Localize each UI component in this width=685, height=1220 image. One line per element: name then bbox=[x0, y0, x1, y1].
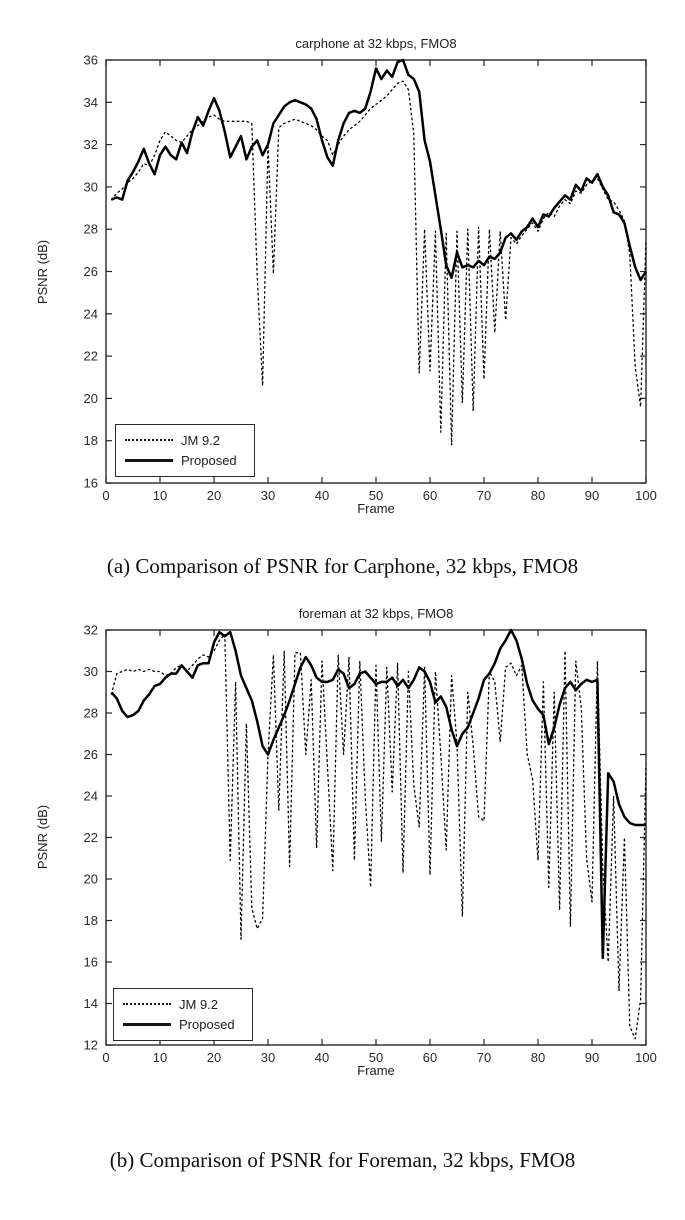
svg-text:20: 20 bbox=[206, 488, 222, 503]
foreman-chart-canvas bbox=[0, 600, 685, 1120]
solid-line-sample bbox=[125, 459, 173, 462]
svg-text:30: 30 bbox=[260, 1050, 276, 1065]
svg-text:60: 60 bbox=[422, 488, 438, 503]
svg-text:24: 24 bbox=[83, 306, 98, 322]
chart-title-carphone: carphone at 32 kbps, FMO8 bbox=[295, 36, 457, 51]
svg-text:70: 70 bbox=[476, 1050, 492, 1065]
svg-text:22: 22 bbox=[83, 348, 98, 364]
legend-entry-jm bbox=[114, 997, 252, 1012]
svg-text:90: 90 bbox=[584, 488, 600, 503]
svg-text:16: 16 bbox=[83, 954, 98, 970]
dotted-line-sample bbox=[125, 439, 173, 441]
legend-entry-proposed bbox=[114, 1017, 252, 1032]
foreman-y-axis-label: PSNR (dB) bbox=[35, 804, 50, 870]
legend-label-jm: JM 9.2 bbox=[179, 996, 219, 1012]
foreman-legend bbox=[113, 988, 253, 1041]
svg-text:18: 18 bbox=[83, 433, 98, 449]
caption-b: (b) Comparison of PSNR for Foreman, 32 kbps, FMO8 bbox=[109, 1148, 576, 1172]
svg-text:40: 40 bbox=[314, 1050, 330, 1065]
solid-line-sample bbox=[123, 1023, 171, 1026]
svg-text:12: 12 bbox=[83, 1037, 98, 1053]
carphone-x-axis-label: Frame bbox=[357, 501, 395, 516]
svg-text:50: 50 bbox=[368, 1050, 384, 1065]
svg-text:60: 60 bbox=[422, 1050, 438, 1065]
svg-text:22: 22 bbox=[83, 830, 98, 845]
svg-text:20: 20 bbox=[206, 1050, 222, 1065]
svg-text:10: 10 bbox=[152, 488, 168, 503]
svg-text:16: 16 bbox=[83, 475, 98, 491]
svg-text:100: 100 bbox=[635, 1050, 657, 1065]
svg-text:36: 36 bbox=[83, 52, 98, 68]
carphone-chart-canvas bbox=[0, 0, 685, 545]
caption-a: (a) Comparison of PSNR for Carphone, 32 kbps, FMO8 bbox=[106, 554, 579, 578]
svg-text:20: 20 bbox=[83, 390, 98, 406]
svg-text:32: 32 bbox=[83, 622, 98, 638]
svg-text:34: 34 bbox=[83, 94, 98, 110]
carphone-y-axis-label: PSNR (dB) bbox=[35, 239, 50, 305]
svg-text:18: 18 bbox=[83, 913, 98, 928]
svg-text:28: 28 bbox=[83, 221, 98, 237]
legend-label-jm: JM 9.2 bbox=[181, 432, 221, 448]
svg-text:0: 0 bbox=[102, 1050, 110, 1065]
svg-text:40: 40 bbox=[314, 488, 330, 503]
svg-text:14: 14 bbox=[83, 996, 98, 1011]
legend-label-proposed: Proposed bbox=[179, 1017, 235, 1033]
legend-label-proposed: Proposed bbox=[181, 453, 237, 469]
chart-title-foreman: foreman at 32 kbps, FMO8 bbox=[298, 606, 454, 621]
svg-text:30: 30 bbox=[83, 664, 98, 679]
svg-text:26: 26 bbox=[83, 747, 98, 762]
svg-text:28: 28 bbox=[83, 705, 98, 721]
svg-text:100: 100 bbox=[635, 488, 657, 503]
dotted-line-sample bbox=[123, 1003, 171, 1005]
legend-entry-proposed bbox=[116, 453, 254, 468]
svg-text:80: 80 bbox=[530, 488, 546, 503]
svg-text:30: 30 bbox=[260, 488, 276, 503]
foreman-x-axis-label: Frame bbox=[357, 1063, 395, 1078]
svg-text:20: 20 bbox=[83, 871, 98, 887]
svg-text:10: 10 bbox=[152, 1050, 168, 1065]
svg-text:24: 24 bbox=[83, 788, 98, 804]
svg-text:70: 70 bbox=[476, 488, 492, 503]
svg-text:50: 50 bbox=[368, 488, 384, 503]
svg-text:26: 26 bbox=[83, 264, 98, 279]
legend-entry-jm bbox=[116, 433, 254, 448]
svg-text:0: 0 bbox=[102, 488, 110, 503]
svg-text:30: 30 bbox=[83, 179, 98, 195]
svg-text:90: 90 bbox=[584, 1050, 600, 1065]
svg-text:80: 80 bbox=[530, 1050, 546, 1065]
carphone-legend bbox=[115, 424, 255, 477]
svg-text:32: 32 bbox=[83, 137, 98, 153]
